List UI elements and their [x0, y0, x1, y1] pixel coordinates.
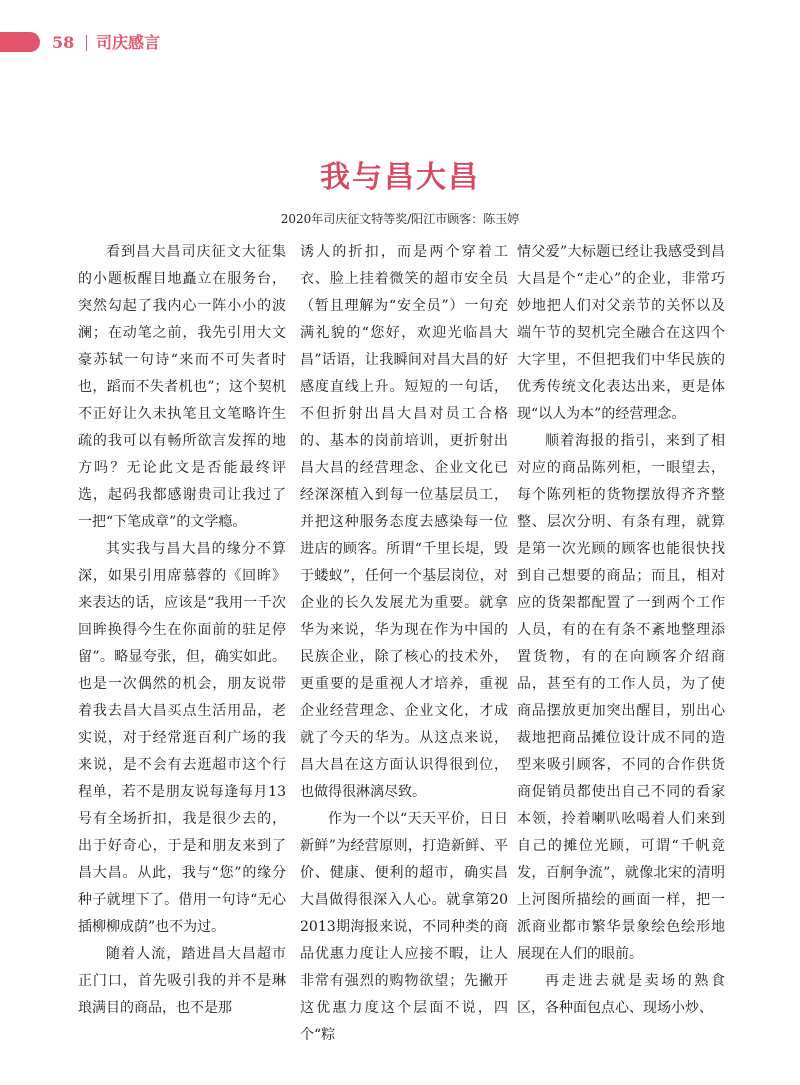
page-number: 58 [52, 33, 75, 52]
text-column-2 [300, 239, 508, 1049]
paragraph: 诱人的折扣，而是两个穿着工衣、脸上挂着微笑的超市安全员（暂且理解为“安全员”）一句充满礼貌的“您好，欢迎光临昌大昌”话语，让我瞬间对昌大昌的好感度直线上升。短短的一句话，不但折射出昌大昌对员工合格的、基本的岗前培训，更折射出昌大昌的经营理念、企业文化已经深深植入到每一位基层员工，并把这种服务态度去感染每一位进店的顾客。所谓“千里长堤，毁于蝼蚁”，任何一个基层岗位，对企业的长久发展尤为重要。就拿华为来说，华为现在作为中国的民族企业，除了核心的技术外，更重要的是重视人才培养，重视企业经营理念、企业文化，才成就了今天的华为。从这点来说，昌大昌在这方面认识得很到位，也做得很淋漓尽致。 [300, 244, 508, 800]
header-divider [86, 35, 87, 51]
section-title: 司庆感言 [96, 33, 161, 52]
paragraph: 再走进去就是卖场的熟食区，各种面包点心、现场小炒、 [517, 973, 725, 1016]
paragraph: 其实我与昌大昌的缘分不算深，如果引用席慕蓉的《回眸》来表达的话，应该是“我用一千次回眸换得今生在你面前的驻足停留”。略显夸张，但，确实如此。也是一次偶然的机会，朋友说带着我去昌大昌买点生活用品，老实说，对于经常逛百利广场的我来说，是不会有去逛超市这个行程单，若不是朋友说每逢每月13号有全场折扣，我是很少去的，出于好奇心，于是和朋友来到了昌大昌。从此，我与“您”的缘分种子就埋下了。借用一句诗“无心插柳柳成荫”也不为过。 [78, 541, 286, 935]
article-byline: 2020年司庆征文特等奖/阳江市顾客：陈玉婷 [280, 212, 520, 226]
header-accent-tab [0, 32, 40, 52]
text-column-1 [78, 239, 286, 1022]
paragraph: 看到昌大昌司庆征文大征集的小题板醒目地矗立在服务台，突然勾起了我内心一阵小小的波澜；在动笔之前，我先引用大文豪苏轼一句诗“来而不可失者时也，蹈而不失者机也”；这个契机不正好让久未执笔且文笔略许生疏的我可以有畅所欲言发挥的地方吗？无论此文是否能最终评选，起码我都感谢贵司让我过了一把“下笔成章”的文学瘾。 [78, 244, 286, 530]
paragraph: 情父爱”大标题已经让我感受到昌大昌是个“走心”的企业，非常巧妙地把人们对父亲节的关怀以及端午节的契机完全融合在这四个大字里，不但把我们中华民族的优秀传统文化表达出来，更是体现“以人为本”的经营理念。 [517, 244, 725, 422]
paragraph: 作为一个以“天天平价，日日新鲜”为经营原则，打造新鲜、平价、健康、便利的超市，确实昌大昌做得很深入人心。就拿第202013期海报来说，不同种类的商品优惠力度让人应接不暇，让人非常有强烈的购物欲望；先撇开这优惠力度这个层面不说，四个“粽 [300, 811, 508, 1043]
article-title: 我与昌大昌 [320, 160, 480, 195]
text-column-3 [517, 239, 725, 1022]
paragraph: 随着人流，踏进昌大昌超市正门口，首先吸引我的并不是琳琅满目的商品，也不是那 [78, 946, 286, 1016]
paragraph: 顺着海报的指引，来到了相对应的商品陈列柜，一眼望去，每个陈列柜的货物摆放得齐齐整整、层次分明、有条有理，就算是第一次光顾的顾客也能很快找到自己想要的商品；而且，相对应的货架都配置了一到两个工作人员，有的在有条不紊地整理添置货物，有的在向顾客介绍商品，甚至有的工作人员，为了使商品摆放更加突出醒目，别出心裁地把商品摊位设计成不同的造型来吸引顾客，不同的合作供货商促销员都使出自己不同的看家本领，拎着喇叭吆喝着人们来到自己的摊位光顾，可谓“千帆竞发，百舸争流”，就像北宋的清明上河图所描绘的画面一样，把一派商业都市繁华景象绘色绘形地展现在人们的眼前。 [517, 433, 725, 962]
